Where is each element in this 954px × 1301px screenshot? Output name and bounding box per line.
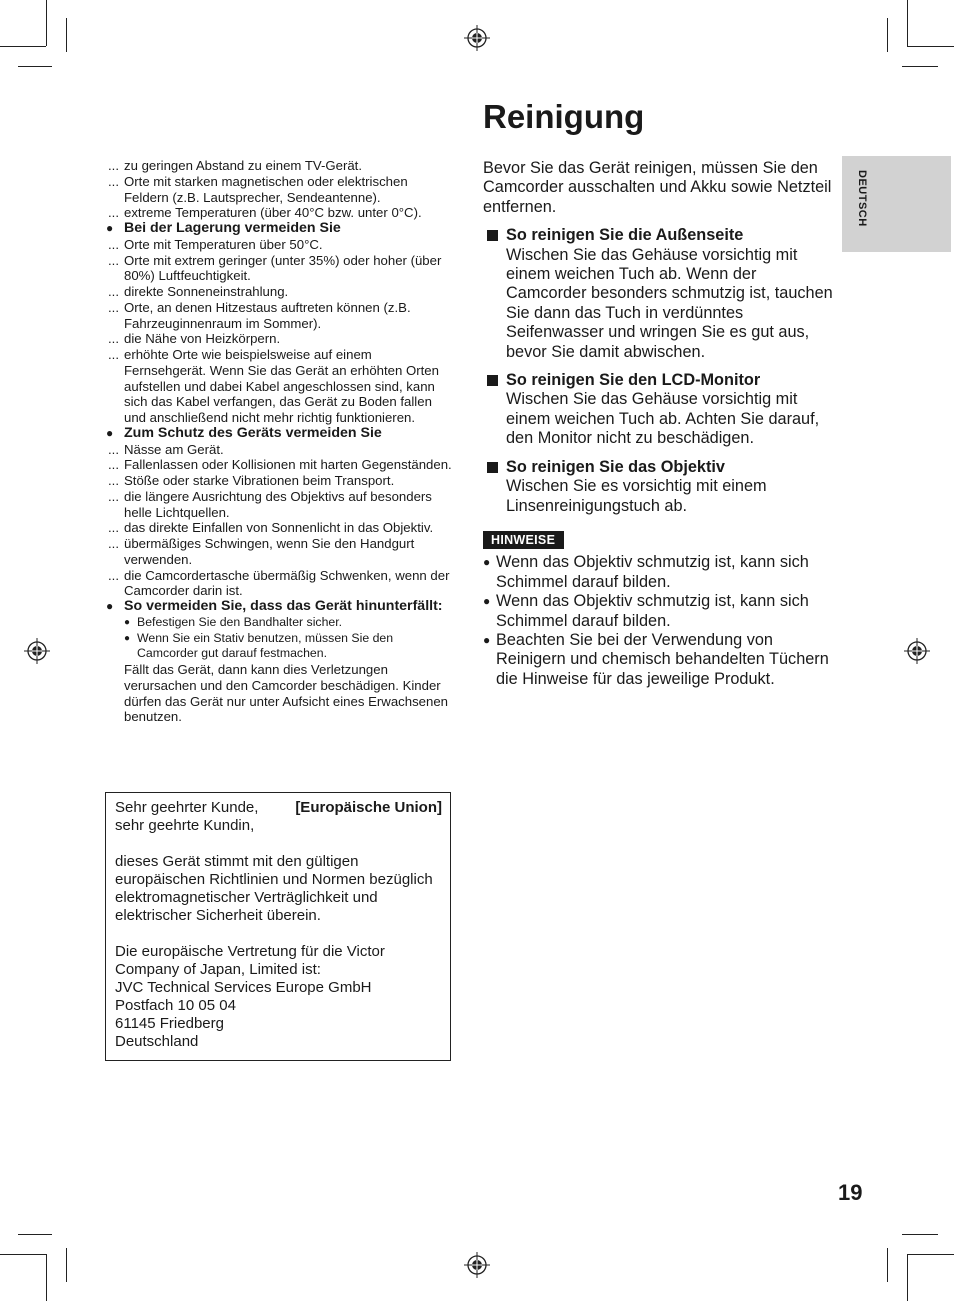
section-body: Wischen Sie es vorsichtig mit einem Linsenreinigungstuch ab. [506, 477, 767, 515]
list-text: übermäßiges Schwingen, wenn Sie den Handgurt verwenden. [124, 536, 415, 567]
list-text: Zum Schutz des Geräts vermeiden Sie [124, 424, 382, 441]
list-text: das direkte Einfallen von Sonnenlicht in das Objektiv. [124, 520, 434, 536]
bullet-icon: ● [124, 632, 131, 644]
section-body: Wischen Sie das Gehäuse vorsichtig mit einem weichen Tuch ab. Wenn der Camcorder besonders schmutzig ist, tauchen Sie dann das Tuch in verdünntes Seifenwasser und wringen Sie es gut aus, bevor Sie damit abwischen. [506, 245, 833, 361]
ellipsis-marker: ... [108, 284, 119, 299]
registration-mark-icon [24, 638, 50, 664]
page-title: Reinigung [483, 98, 645, 135]
eu-union-label: [Europäische Union] [295, 799, 442, 816]
eu-paragraph-1: dieses Gerät stimmt mit den gültigen europäischen Richtlinien und Normen bezüglich elektromagnetischer Verträglichkeit und elektrischer Sicherheit überein. [115, 853, 433, 924]
list-text: Wenn Sie ein Stativ benutzen, müssen Sie den Camcorder gut darauf festmachen. [137, 630, 394, 661]
eu-address-line: Deutschland [115, 1033, 199, 1050]
list-text: Fallenlassen oder Kollisionen mit harten Gegenständen. [124, 457, 452, 473]
list-item [106, 442, 454, 458]
bullet-icon: ● [106, 221, 114, 235]
section-lcd [483, 371, 833, 449]
list-item [106, 300, 454, 332]
list-item [106, 174, 454, 206]
registration-mark-icon [464, 25, 490, 51]
eu-paragraph-2: Die europäische Vertretung für die Victor Company of Japan, Limited ist: [115, 943, 385, 978]
eu-greeting-1: Sehr geehrter Kunde, [115, 799, 259, 816]
ellipsis-marker: ... [108, 173, 119, 189]
list-text: zu geringen Abstand zu einem TV-Gerät. [124, 158, 363, 173]
bullet-icon: ● [124, 616, 131, 628]
list-text: die Camcordertasche übermäßig Schwenken, wenn der Camcorder darin ist. [124, 567, 450, 599]
left-column [106, 158, 454, 725]
section-heading: So reinigen Sie das Objektiv [506, 457, 725, 476]
section-lens [483, 458, 833, 516]
list-item [106, 536, 454, 568]
list-item [106, 347, 454, 426]
list-item [106, 158, 454, 174]
intro-text: Bevor Sie das Gerät reinigen, müssen Sie den Camcorder ausschalten und Akku sowie Netzteil entfernen. [483, 159, 832, 216]
list-text: Stöße oder starke Vibrationen beim Transport. [124, 473, 395, 488]
list-heading [106, 599, 454, 615]
bullet-icon: ● [106, 425, 114, 440]
list-heading [106, 221, 454, 237]
list-item [106, 631, 454, 663]
language-tab-label: DEUTSCH [856, 170, 868, 227]
ellipsis-marker: ... [108, 488, 119, 504]
list-item [106, 615, 454, 631]
bullet-icon: ● [483, 555, 491, 570]
list-item [106, 457, 454, 473]
list-item [106, 205, 454, 221]
ellipsis-marker: ... [108, 520, 119, 536]
ellipsis-marker: ... [108, 158, 119, 173]
square-bullet-icon [487, 230, 498, 241]
ellipsis-marker: ... [108, 252, 119, 268]
ellipsis-marker: ... [108, 236, 119, 252]
square-bullet-icon [487, 462, 498, 473]
bullet-icon: ● [483, 594, 491, 609]
section-heading: So reinigen Sie den LCD-Monitor [506, 371, 761, 390]
list-item [106, 568, 454, 600]
list-text: Nässe am Gerät. [124, 441, 224, 457]
list-text: Orte mit starken magnetischen oder elektrischen Feldern (z.B. Lautsprecher, Sendeantenne). [124, 173, 408, 205]
list-text: Orte, an denen Hitzestaus auftreten können (z.B. Fahrzeuginnenraum im Sommer). [124, 299, 411, 331]
eu-address-line: 61145 Friedberg [115, 1015, 224, 1032]
section-body: Wischen Sie das Gehäuse vorsichtig mit einem weichen Tuch ab. Achten Sie darauf, den Monitor nicht zu beschädigen. [506, 390, 820, 448]
eu-greeting-2: sehr geehrte Kundin, [115, 817, 255, 834]
list-item [106, 520, 454, 536]
ellipsis-marker: ... [108, 536, 119, 551]
list-text: Bei der Lagerung vermeiden Sie [124, 220, 341, 236]
notes-label: HINWEISE [483, 531, 564, 549]
list-text: Orte mit extrem geringer (unter 35%) oder hoher (über 80%) Luftfeuchtigkeit. [124, 252, 442, 284]
list-text: Orte mit Temperaturen über 50°C. [124, 236, 323, 252]
note-item: ● Wenn das Objektiv schmutzig ist, kann sich Schimmel darauf bilden. [483, 592, 809, 630]
square-bullet-icon [487, 375, 498, 386]
note-item: ● Wenn das Objektiv schmutzig ist, kann sich Schimmel darauf bilden. [483, 553, 809, 591]
eu-notice-box [105, 792, 451, 1061]
list-text: die längere Ausrichtung des Objektivs auf besonders helle Lichtquellen. [124, 488, 432, 520]
list-item [106, 284, 454, 300]
ellipsis-marker: ... [108, 457, 119, 473]
list-text: die Nähe von Heizkörpern. [124, 331, 281, 347]
page-number: 19 [838, 1180, 863, 1205]
list-text: direkte Sonneneinstrahlung. [124, 284, 289, 299]
list-item [106, 331, 454, 347]
bullet-icon: ● [483, 632, 491, 647]
ellipsis-marker: ... [108, 347, 119, 362]
ellipsis-marker: ... [108, 567, 119, 583]
list-text: Fällt das Gerät, dann kann dies Verletzungen verursachen und den Camcorder beschädigen. Kinder dürfen das Gerät nur unter Aufsicht eines Erwachsenen benutzen. [124, 662, 449, 725]
registration-mark-icon [904, 638, 930, 664]
notes-block [483, 530, 833, 689]
list-text: erhöhte Orte wie beispielsweise auf einem Fernsehgerät. Wenn Sie das Gerät an erhöhten Orten aufstellen und dabei Kabel angeschlossen sind, kann sich das Kabel verfangen, das Gerät zu Boden fallen und anschließend nicht mehr richtig funktionieren. [124, 347, 439, 425]
eu-address-line: JVC Technical Services Europe GmbH [115, 979, 372, 996]
list-item [106, 253, 454, 285]
registration-mark-icon [464, 1252, 490, 1278]
list-item [106, 473, 454, 489]
ellipsis-marker: ... [108, 299, 119, 315]
section-exterior [483, 226, 833, 362]
list-item [106, 662, 454, 725]
section-heading: So reinigen Sie die Außenseite [506, 226, 744, 245]
language-tab [842, 156, 951, 252]
list-text: extreme Temperaturen (über 40°C bzw. unter 0°C). [124, 205, 422, 221]
list-text: Befestigen Sie den Bandhalter sicher. [137, 614, 343, 629]
eu-address-line: Postfach 10 05 04 [115, 997, 236, 1014]
bullet-icon: ● [106, 599, 114, 613]
ellipsis-marker: ... [108, 205, 119, 221]
list-text: So vermeiden Sie, dass das Gerät hinunterfällt: [124, 598, 443, 614]
ellipsis-marker: ... [108, 441, 119, 457]
note-item: ● Beachten Sie bei der Verwendung von Reinigern und chemisch behandelten Tüchern die Hinweise für das jeweilige Produkt. [483, 630, 829, 688]
list-heading [106, 426, 454, 442]
list-item [106, 489, 454, 521]
ellipsis-marker: ... [108, 473, 119, 488]
ellipsis-marker: ... [108, 331, 119, 347]
right-column [483, 159, 833, 689]
list-item [106, 237, 454, 253]
